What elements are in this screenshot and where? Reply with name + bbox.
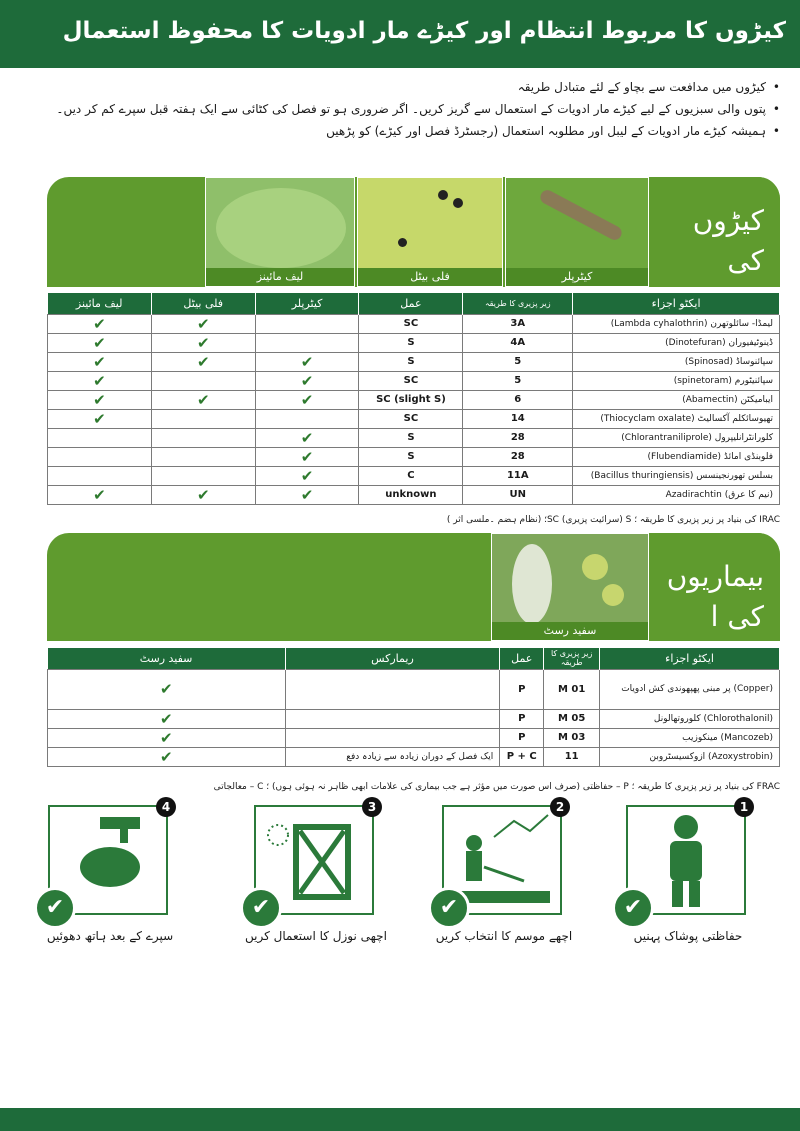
table-row [48,709,780,728]
flea-beetle-cell: ✔ [151,333,255,352]
caterpillar-cell [255,409,359,428]
table-row [48,333,780,352]
step-weather [435,800,573,943]
frac-note: FRAC کی بنیاد پر زیر پزیری کا طریقہ ؛ P – حفاظتی (صرف اس صورت میں مؤثر ہے جب بیماری کی علامات ابھی ظاہر نہ ہوئی ہوں) ؛ C – معالجاتی [213,782,780,792]
col-header: کیٹرپلر [255,293,359,314]
diseases-section-title: بیماریوں کی ا [652,533,780,641]
caterpillar-cell [255,314,359,333]
table-row [48,314,780,333]
ingredient-cell: (Copper) پر مبنی پھپھوندی کش ادویات [600,669,780,709]
col-header: زیر پزیری کا طریقہ [463,293,573,314]
flea-beetle-cell [151,447,255,466]
ingredient-cell: تھیوسائکلم آکسالیٹ (Thiocyclam oxalate) [573,409,780,428]
ingredient-cell: بسلس تھورنجینسس (Bacillus thuringiensis) [573,466,780,485]
white-rust-cell: ✔ [48,669,286,709]
step-caption: سپرے کے بعد ہاتھ دھوئیں [46,929,174,943]
frac-cell: M 03 [544,728,600,747]
flea-beetle-cell: ✔ [151,314,255,333]
ingredient-cell: (Chlorothalonil) کلوروتھالونل [600,709,780,728]
frac-cell: 11 [544,747,600,766]
leaf-miner-cell: ✔ [48,333,152,352]
action-cell: unknown [359,485,463,504]
step-protective-suit [623,800,749,943]
photo-caption: کیٹرپلر [506,268,648,286]
irac-cell: 28 [463,447,573,466]
col-header: عمل [359,293,463,314]
footer-bar [0,1108,800,1131]
col-header: ریمارکس [285,648,500,669]
check-icon: ✔ [612,887,654,929]
white-rust-cell: ✔ [48,728,286,747]
action-cell: C [359,466,463,485]
table-row [48,485,780,504]
flea-beetle-cell [151,409,255,428]
irac-cell: 4A [463,333,573,352]
table-row [48,728,780,747]
leaf-miner-cell: ✔ [48,409,152,428]
caterpillar-cell: ✔ [255,428,359,447]
action-cell: S [359,333,463,352]
irac-cell: 5 [463,352,573,371]
table-row [48,390,780,409]
irac-cell: 14 [463,409,573,428]
ingredient-cell: ڈینوٹیفیوران (Dinotefuran) [573,333,780,352]
action-cell: P [500,709,544,728]
safety-steps [40,800,780,955]
insecticide-table [47,293,780,505]
table-row [48,352,780,371]
table-row [48,428,780,447]
col-header: زیر پزیری کا طریقہ [544,648,600,669]
action-cell: SC [359,371,463,390]
caterpillar-cell: ✔ [255,352,359,371]
col-header: سفید رسٹ [48,648,286,669]
col-header: لیف مائینز [48,293,152,314]
irac-cell: 3A [463,314,573,333]
frac-cell: M 01 [544,669,600,709]
irac-cell: 28 [463,428,573,447]
photo-caption: فلی بیٹل [358,268,502,286]
irac-cell: 5 [463,371,573,390]
caterpillar-cell [255,333,359,352]
remark-cell [285,709,500,728]
pests-section-title: کیڑوں کی [652,177,780,287]
white-rust-cell: ✔ [48,709,286,728]
photo-caption: سفید رسٹ [492,622,648,640]
step-number: 2 [550,797,570,817]
table-row [48,409,780,428]
bullet-item: • کیڑوں میں مدافعت سے بچاو کے لئے متبادل طریقہ [20,76,780,98]
ingredient-cell: (Azoxystrobin) ازوکسیسٹروبن [600,747,780,766]
caterpillar-cell: ✔ [255,466,359,485]
col-header: ایکٹو اجزاء [600,648,780,669]
leaf-miner-cell [48,447,152,466]
col-header: ایکٹو اجزاء [573,293,780,314]
ingredient-cell: کلورانٹرانلیپرول (Chlorantraniliprole) [573,428,780,447]
caterpillar-cell: ✔ [255,447,359,466]
leaf-miner-cell: ✔ [48,485,152,504]
flea-beetle-cell [151,371,255,390]
table-row [48,669,780,709]
ingredient-cell: (Mancozeb) مینکوزیب [600,728,780,747]
step-number: 3 [362,797,382,817]
check-icon: ✔ [428,887,470,929]
step-caption: اچھے موسم کا انتخاب کریں [435,929,573,943]
irac-cell: 6 [463,390,573,409]
action-cell: SC [359,409,463,428]
bullet-item: • پتوں والی سبزیوں کے لیے کیڑے مار ادویات کے استعمال سے گریز کریں۔ اگر ضروری ہو تو فصل کی کٹائی سے ایک ہفتہ قبل سپرے کم کر دیں۔ [20,98,780,120]
remark-cell: ایک فصل کے دوران زیادہ سے زیادہ دفع [285,747,500,766]
check-icon: ✔ [240,887,282,929]
ingredient-cell: سپائنوساڈ (Spinosad) [573,352,780,371]
ingredient-cell: لیمڈا- سائلوتھرن (Lambda cyhalothrin) [573,314,780,333]
table-row [48,371,780,390]
col-header: فلی بیٹل [151,293,255,314]
leaf-miner-cell [48,428,152,447]
table-row [48,447,780,466]
step-caption: اچھی نوزل کا استعمال کریں [245,929,387,943]
leaf-miner-cell: ✔ [48,371,152,390]
step-number: 4 [156,797,176,817]
action-cell: SC (slight S) [359,390,463,409]
ingredient-cell: سپائنیٹورم (spinetoram) [573,371,780,390]
flea-beetle-photo [357,177,503,287]
page-title: کیڑوں کا مربوط انتظام اور کیڑے مار ادویات کا محفوظ استعمال [0,0,800,68]
white-rust-photo [491,533,649,641]
action-cell: P [500,728,544,747]
flea-beetle-cell: ✔ [151,352,255,371]
leaf-miner-photo [205,177,355,287]
step-hand-wash [45,800,174,943]
remark-cell [285,669,500,709]
flea-beetle-cell: ✔ [151,390,255,409]
irac-note: IRAC کی بنیاد پر زیر پزیری کا طریقہ ؛ S (سرائیت پزیری) SC؛ (نظام ہضم ۔ملسی اثر ) [446,515,780,525]
leaf-miner-cell: ✔ [48,352,152,371]
step-caption: حفاظتی پوشاک پہنیں [633,929,743,943]
bullet-item: • ہمیشہ کیڑے مار ادویات کے لیبل اور مطلوبہ استعمال (رجسٹرڈ فصل اور کیڑے) کو پڑھیں [20,120,780,142]
caterpillar-cell: ✔ [255,390,359,409]
ingredient-cell: فلوبنڈی امائڈ (Flubendiamide) [573,447,780,466]
flea-beetle-cell [151,428,255,447]
table-row [48,747,780,766]
leaf-miner-cell: ✔ [48,390,152,409]
pests-banner [47,177,780,287]
action-cell: S [359,352,463,371]
caterpillar-cell: ✔ [255,485,359,504]
irac-cell: UN [463,485,573,504]
remark-cell [285,728,500,747]
action-cell: SC [359,314,463,333]
action-cell: P [500,669,544,709]
caterpillar-photo [505,177,649,287]
irac-cell: 11A [463,466,573,485]
flea-beetle-cell [151,466,255,485]
col-header: عمل [500,648,544,669]
caterpillar-cell: ✔ [255,371,359,390]
ingredient-cell: ایبامیکٹن (Abamectin) [573,390,780,409]
action-cell: P + C [500,747,544,766]
intro-bullets [20,76,780,142]
flea-beetle-cell: ✔ [151,485,255,504]
leaf-miner-cell [48,466,152,485]
action-cell: S [359,428,463,447]
photo-caption: لیف مائینز [206,268,354,286]
white-rust-cell: ✔ [48,747,286,766]
leaf-miner-cell: ✔ [48,314,152,333]
frac-cell: M 05 [544,709,600,728]
table-row [48,466,780,485]
ingredient-cell: (نیم کا عرق) Azadirachtin [573,485,780,504]
step-nozzle [245,800,387,943]
action-cell: S [359,447,463,466]
fungicide-table [47,648,780,767]
step-number: 1 [734,797,754,817]
diseases-banner [47,533,780,641]
check-icon: ✔ [34,887,76,929]
